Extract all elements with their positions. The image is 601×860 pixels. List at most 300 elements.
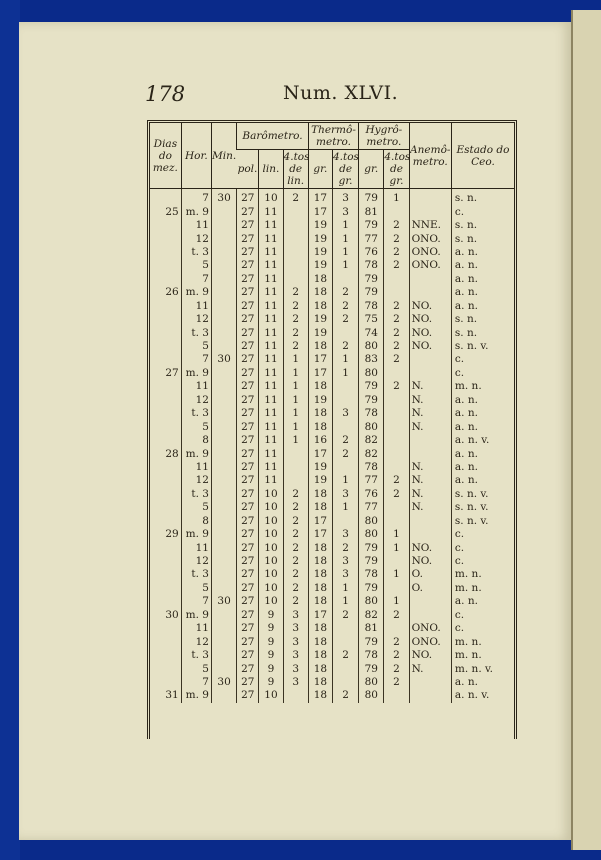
cell-lin: 11 [259,205,283,218]
cell-thermo-gr: 18 [308,595,332,608]
cell-lin: 11 [259,380,283,393]
cell-thermo-gr: 17 [308,353,332,366]
cell-quartos-lin: 1 [283,380,308,393]
cell-quartos-lin: 2 [283,189,308,206]
cell-day: 26 [165,286,179,299]
cell-lin: 9 [259,662,283,675]
cell-hygro-gr: 82 [359,434,384,447]
table-row [150,219,514,232]
cell-anemometro: ONO. [409,246,451,259]
cell-hygro-quartos: 2 [384,635,409,648]
cell-thermo-quartos [332,635,358,648]
cell-day [150,568,181,581]
cell-hour: 5 [181,501,211,514]
cell-thermo-quartos [332,420,358,433]
cell-minute [211,568,236,581]
cell-hygro-gr: 79 [359,582,384,595]
cell-lin: 11 [259,246,283,259]
table-row [150,246,514,259]
cell-thermo-gr: 18 [308,407,332,420]
table-row [150,488,514,501]
cell-anemometro [409,273,451,286]
cell-minute [211,300,236,313]
cell-minute [211,622,236,635]
cell-minute [211,273,236,286]
cell-hygro-gr: 80 [359,676,384,689]
cell-lin: 11 [259,232,283,245]
cell-thermo-gr: 18 [308,340,332,353]
cell-estado-ceo: a. n. [451,394,514,407]
cell-pol: 27 [237,407,259,420]
cell-day: 27 [165,366,179,379]
cell-hour: m. 9 [181,205,211,218]
cell-anemometro: NO. [409,313,451,326]
cell-hygro-gr: 76 [359,488,384,501]
cell-pol: 27 [237,434,259,447]
cell-minute [211,662,236,675]
cell-thermo-quartos: 1 [332,582,358,595]
cell-anemometro [409,528,451,541]
cell-hour: m. 9 [181,367,211,380]
cell-hygro-quartos: 2 [384,259,409,272]
cell-hygro-gr: 78 [359,300,384,313]
cell-thermo-gr: 18 [308,541,332,554]
cell-estado-ceo: a. n. [451,447,514,460]
cell-hygro-gr: 79 [359,273,384,286]
cell-hygro-quartos: 2 [384,340,409,353]
cell-anemometro: N. [409,662,451,675]
cell-thermo-gr: 19 [308,326,332,339]
cell-hygro-gr: 77 [359,232,384,245]
cell-pol: 27 [237,501,259,514]
header-quartos-lin: 4.tos de lin. [283,151,310,187]
cell-hour: 11 [181,300,211,313]
cell-anemometro: ONO. [409,259,451,272]
cell-hour: 5 [181,340,211,353]
table-row [150,635,514,648]
cell-hygro-gr: 79 [359,394,384,407]
table-row [150,434,514,447]
cell-anemometro [409,434,451,447]
cell-day [150,649,181,662]
cell-quartos-lin: 2 [283,555,308,568]
cell-thermo-quartos [332,394,358,407]
cell-lin: 11 [259,420,283,433]
cell-hygro-gr: 75 [359,313,384,326]
cell-lin: 10 [259,689,283,702]
cell-estado-ceo: a. n. [451,461,514,474]
cell-thermo-quartos: 2 [332,313,358,326]
cell-quartos-lin: 1 [283,434,308,447]
cell-minute: 30 [211,676,236,689]
cell-lin: 11 [259,367,283,380]
cell-minute [211,394,236,407]
cell-hygro-gr: 79 [359,541,384,554]
cell-hour: 11 [181,219,211,232]
cell-thermo-quartos [332,676,358,689]
table-row [150,528,514,541]
cell-day [150,515,181,528]
cell-thermo-gr: 18 [308,635,332,648]
cell-minute [211,205,236,218]
cell-hygro-quartos: 2 [384,676,409,689]
cell-thermo-gr: 19 [308,219,332,232]
cell-hygro-quartos: 2 [384,232,409,245]
cell-hygro-gr: 82 [359,447,384,460]
cell-thermo-quartos: 1 [332,219,358,232]
cell-estado-ceo: s. n. [451,313,514,326]
cell-thermo-gr: 19 [308,232,332,245]
cell-pol: 27 [237,649,259,662]
cell-hour: 12 [181,232,211,245]
cell-thermo-gr: 18 [308,420,332,433]
cell-hour: 7 [181,273,211,286]
cell-pol: 27 [237,689,259,702]
cell-hygro-gr: 79 [359,555,384,568]
cell-hour: t. 3 [181,488,211,501]
cell-hygro-gr: 78 [359,568,384,581]
cell-estado-ceo: c. [451,541,514,554]
table-row [150,353,514,366]
cell-thermo-quartos: 2 [332,340,358,353]
cell-hygro-quartos [384,515,409,528]
cell-pol: 27 [237,367,259,380]
cell-minute: 30 [211,189,236,206]
cell-pol: 27 [237,380,259,393]
cell-estado-ceo: a. n. v. [451,689,514,702]
cell-lin: 10 [259,595,283,608]
cell-thermo-gr: 19 [308,313,332,326]
cell-day [150,501,181,514]
cell-quartos-lin [283,259,308,272]
cell-quartos-lin: 2 [283,528,308,541]
cell-pol: 27 [237,259,259,272]
cell-lin: 11 [259,326,283,339]
cell-day [150,474,181,487]
cell-minute [211,528,236,541]
table-row [150,474,514,487]
cell-hygro-quartos [384,582,409,595]
cell-hygro-gr: 77 [359,474,384,487]
cell-anemometro: N. [409,501,451,514]
header-hygro-quartos: 4.tos de gr. [384,151,411,187]
cell-lin: 11 [259,447,283,460]
cell-quartos-lin: 3 [283,649,308,662]
cell-thermo-gr: 17 [308,515,332,528]
cell-hygro-quartos: 1 [384,528,409,541]
cell-minute [211,447,236,460]
cell-hour: 7 [181,353,211,366]
cell-minute [211,286,236,299]
table-row [150,380,514,393]
cell-thermo-gr: 17 [308,205,332,218]
cell-day [150,189,181,206]
cell-hour: 12 [181,313,211,326]
cell-anemometro: N. [409,420,451,433]
cell-thermo-gr: 17 [308,609,332,622]
cell-minute [211,689,236,702]
cell-hygro-quartos: 1 [384,568,409,581]
cell-thermo-gr: 17 [308,367,332,380]
cell-minute [211,313,236,326]
cell-day [150,394,181,407]
cell-estado-ceo: s. n. [451,189,514,206]
cell-pol: 27 [237,205,259,218]
cell-minute [211,219,236,232]
cell-hour: t. 3 [181,246,211,259]
cell-hygro-gr: 78 [359,259,384,272]
cell-hygro-quartos: 2 [384,474,409,487]
table-row [150,461,514,474]
cell-day [150,434,181,447]
cell-hour: m. 9 [181,609,211,622]
cell-lin: 11 [259,434,283,447]
cell-pol: 27 [237,515,259,528]
table-row [150,662,514,675]
table-row [150,420,514,433]
cell-thermo-quartos: 3 [332,568,358,581]
cell-hygro-gr: 79 [359,219,384,232]
cell-thermo-quartos: 2 [332,689,358,702]
cell-hour: 12 [181,555,211,568]
cell-thermo-quartos: 2 [332,286,358,299]
cell-minute: 30 [211,353,236,366]
cell-pol: 27 [237,488,259,501]
weather-table-frame [147,120,517,739]
cell-quartos-lin: 1 [283,367,308,380]
header-lin: lin. [259,150,283,189]
cell-day [150,461,181,474]
table-row [150,367,514,380]
cell-anemometro: O. [409,582,451,595]
cell-quartos-lin: 2 [283,286,308,299]
cell-thermo-gr: 19 [308,259,332,272]
cell-thermo-quartos: 2 [332,541,358,554]
cell-hygro-quartos: 2 [384,488,409,501]
cell-day: 28 [165,447,179,460]
cell-hour: t. 3 [181,568,211,581]
cell-hygro-quartos [384,407,409,420]
cell-estado-ceo: m. n. [451,649,514,662]
cell-hygro-gr: 79 [359,286,384,299]
cell-anemometro: ONO. [409,232,451,245]
cell-thermo-gr: 18 [308,488,332,501]
cell-lin: 11 [259,259,283,272]
cell-anemometro: ONO. [409,635,451,648]
cell-quartos-lin [283,689,308,702]
table-row [150,189,514,206]
table-row [150,394,514,407]
cell-estado-ceo: c. [451,555,514,568]
table-body [150,189,514,703]
cell-pol: 27 [237,541,259,554]
cell-hour: 12 [181,394,211,407]
table-row [150,273,514,286]
cell-thermo-gr: 18 [308,501,332,514]
cell-thermo-gr: 18 [308,380,332,393]
cell-estado-ceo: m. n. [451,635,514,648]
cell-hour: 12 [181,474,211,487]
cell-quartos-lin: 3 [283,635,308,648]
cell-hygro-gr: 76 [359,246,384,259]
table-row [150,259,514,272]
header-thermo-gr: gr. [308,150,332,189]
cell-hygro-quartos [384,367,409,380]
cell-minute [211,555,236,568]
cell-thermo-gr: 18 [308,582,332,595]
cell-pol: 27 [237,474,259,487]
cell-anemometro: NO. [409,555,451,568]
cell-quartos-lin: 1 [283,353,308,366]
cell-thermo-quartos: 1 [332,595,358,608]
cell-anemometro: NO. [409,649,451,662]
cell-hygro-gr: 79 [359,662,384,675]
cell-pol: 27 [237,353,259,366]
cell-minute [211,515,236,528]
weather-observations-table [150,123,514,703]
table-row [150,313,514,326]
cell-pol: 27 [237,582,259,595]
cell-pol: 27 [237,300,259,313]
cell-lin: 11 [259,340,283,353]
cell-estado-ceo: c. [451,528,514,541]
cell-thermo-gr: 17 [308,189,332,206]
table-row [150,622,514,635]
cell-thermo-quartos: 1 [332,246,358,259]
cell-estado-ceo: m. n. [451,380,514,393]
cell-hygro-quartos: 1 [384,189,409,206]
cell-minute [211,582,236,595]
cell-thermo-quartos: 2 [332,300,358,313]
cell-pol: 27 [237,420,259,433]
cell-thermo-quartos: 1 [332,501,358,514]
cell-minute [211,609,236,622]
cell-thermo-gr: 18 [308,300,332,313]
cell-lin: 11 [259,273,283,286]
cell-anemometro [409,595,451,608]
cell-lin: 10 [259,515,283,528]
header-anemometro: Anemô-metro. [409,123,451,189]
cell-anemometro [409,676,451,689]
cell-thermo-gr: 18 [308,662,332,675]
cell-estado-ceo: s. n. [451,232,514,245]
cell-anemometro: NO. [409,541,451,554]
cell-thermo-gr: 18 [308,649,332,662]
cell-anemometro [409,609,451,622]
cell-day [150,380,181,393]
cell-quartos-lin: 2 [283,340,308,353]
cell-hygro-gr: 78 [359,407,384,420]
cell-pol: 27 [237,662,259,675]
cell-hour: 11 [181,622,211,635]
cell-estado-ceo: a. n. [451,595,514,608]
cell-pol: 27 [237,246,259,259]
cell-hour: t. 3 [181,649,211,662]
cell-estado-ceo: a. n. [451,474,514,487]
cell-quartos-lin: 2 [283,568,308,581]
cell-estado-ceo: a. n. [451,259,514,272]
table-row [150,689,514,702]
header-hygrometro: Hygrô-metro. [359,123,409,150]
cell-thermo-gr: 16 [308,434,332,447]
cell-day [150,407,181,420]
cell-hygro-gr: 80 [359,367,384,380]
table-row [150,555,514,568]
cell-hour: m. 9 [181,528,211,541]
page-number: 178 [145,82,186,106]
cell-thermo-quartos: 2 [332,609,358,622]
cell-day [150,273,181,286]
cell-hygro-quartos [384,447,409,460]
cell-thermo-quartos: 2 [332,649,358,662]
cell-thermo-quartos [332,461,358,474]
cell-lin: 10 [259,488,283,501]
cell-quartos-lin [283,474,308,487]
cell-hygro-quartos: 2 [384,313,409,326]
cell-pol: 27 [237,340,259,353]
cell-thermo-quartos: 1 [332,353,358,366]
cell-hour: 5 [181,259,211,272]
cell-lin: 11 [259,461,283,474]
cell-day [150,420,181,433]
cell-quartos-lin: 2 [283,501,308,514]
cell-pol: 27 [237,219,259,232]
cell-anemometro: O. [409,568,451,581]
cell-minute [211,326,236,339]
cell-quartos-lin: 3 [283,609,308,622]
cell-hygro-gr: 81 [359,205,384,218]
cell-minute [211,541,236,554]
cell-estado-ceo: s. n. v. [451,501,514,514]
cell-day [150,582,181,595]
cell-hygro-gr: 79 [359,635,384,648]
cell-hygro-quartos: 1 [384,541,409,554]
cell-quartos-lin: 2 [283,582,308,595]
cell-minute [211,232,236,245]
cell-lin: 9 [259,609,283,622]
cell-day: 31 [165,689,179,702]
cell-minute [211,434,236,447]
cell-hygro-gr: 83 [359,353,384,366]
table-row [150,232,514,245]
cell-quartos-lin: 3 [283,676,308,689]
table-row [150,340,514,353]
cell-hygro-quartos: 2 [384,300,409,313]
cell-day [150,595,181,608]
cell-estado-ceo: a. n. [451,676,514,689]
cell-thermo-gr: 17 [308,447,332,460]
cell-quartos-lin [283,447,308,460]
cell-day [150,555,181,568]
cell-hygro-quartos [384,689,409,702]
cell-minute [211,635,236,648]
page-title: Num. XLVI. [283,82,399,104]
cell-quartos-lin: 1 [283,420,308,433]
cell-hygro-gr: 80 [359,515,384,528]
cell-thermo-gr: 19 [308,461,332,474]
header-barometro: Barômetro. [237,123,309,150]
cell-hygro-quartos [384,434,409,447]
cell-lin: 9 [259,622,283,635]
cell-pol: 27 [237,568,259,581]
header-thermometro: Thermô-metro. [308,123,358,150]
cell-thermo-gr: 18 [308,689,332,702]
cell-thermo-gr: 18 [308,555,332,568]
header-min: Min. [211,123,236,189]
cell-pol: 27 [237,326,259,339]
cell-day: 25 [165,205,179,218]
cell-hygro-gr: 80 [359,595,384,608]
